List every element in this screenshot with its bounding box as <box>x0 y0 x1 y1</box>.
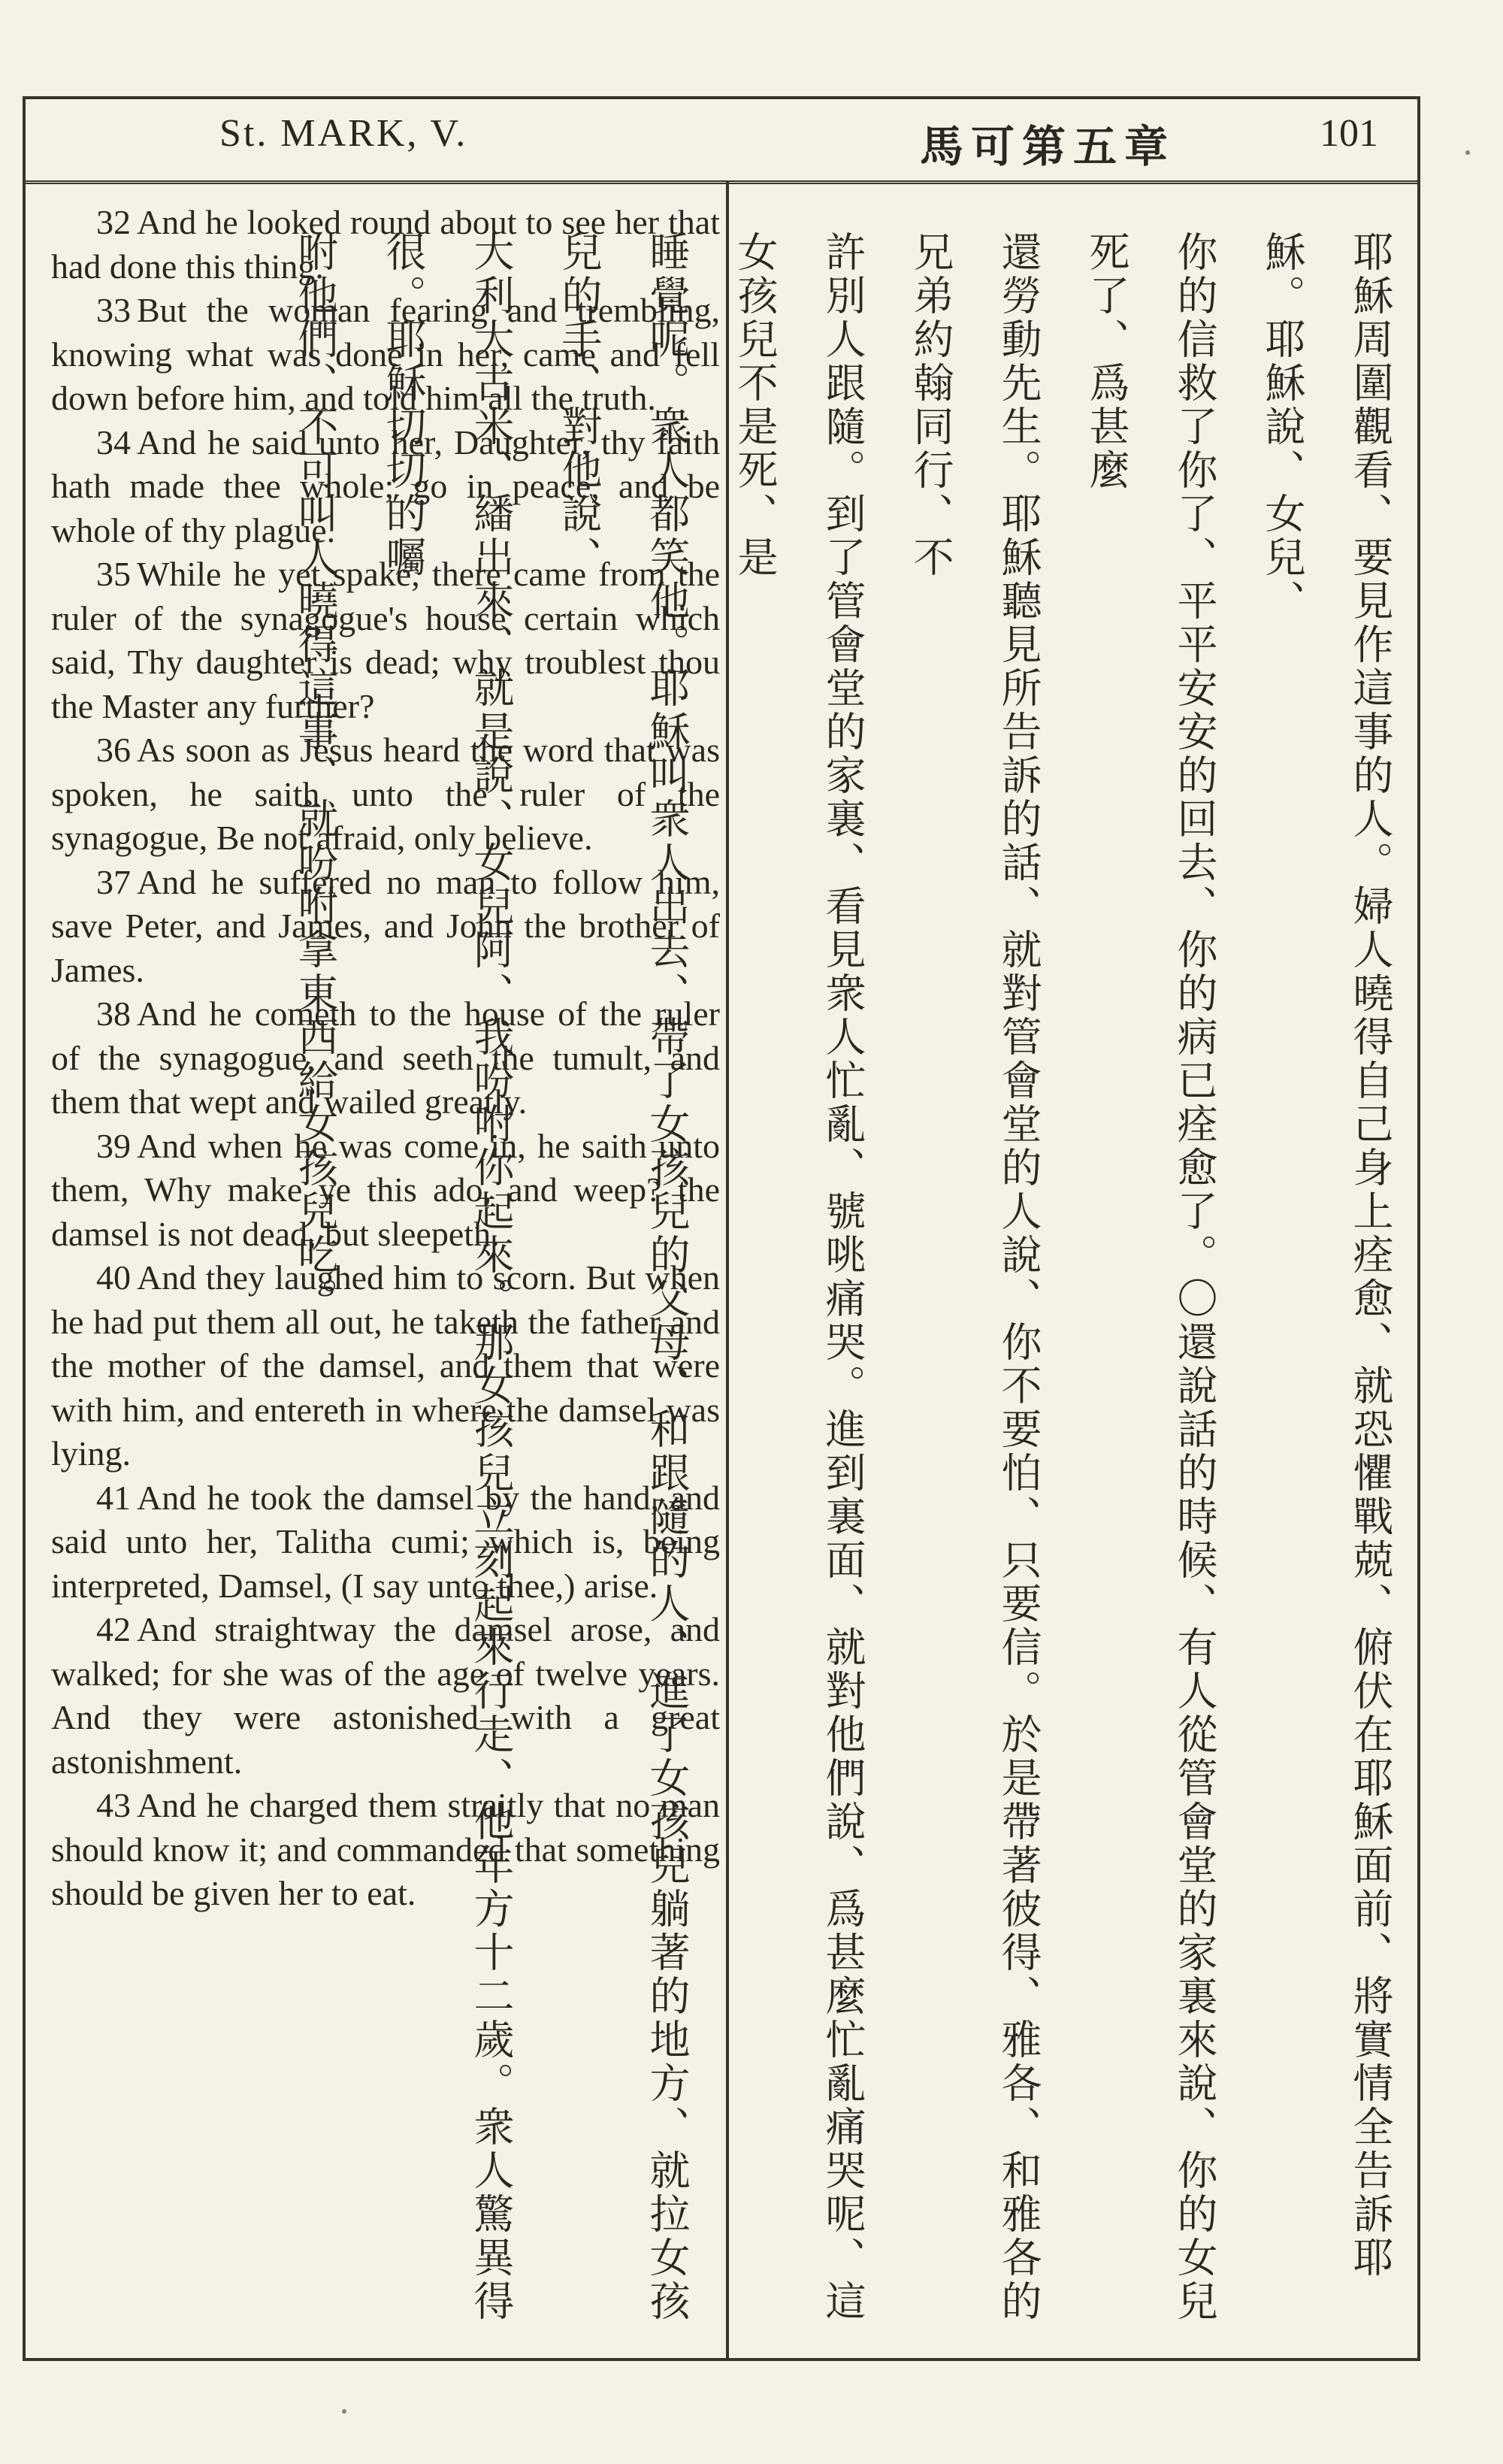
english-title: St. MARK, V. <box>219 112 468 155</box>
chinese-text-column: 還勞動先生。耶穌聽見所告訴的話、就對管會堂的人說、你不要怕、只要信。於是帶著彼得、雅各、和雅各的兄弟約翰同行、不 <box>907 231 1042 2323</box>
verse-text: As soon as Jesus heard the word that was spoken, he saith unto the ruler of the synagogue, Be not afraid, only believe. <box>51 731 720 857</box>
verse-number: 36 <box>96 731 131 769</box>
page-header <box>26 99 1417 184</box>
paper-speck <box>1465 150 1470 155</box>
verse-number: 33 <box>96 291 131 329</box>
verse-number: 42 <box>96 1610 131 1648</box>
verse-number: 43 <box>96 1786 131 1824</box>
verse-text: And he said unto her, Daughter, thy faith hath made thee whole; go in peace, and be whole of thy plague. <box>51 422 720 549</box>
chinese-text-column: 咐他們、不可叫人曉得這事、就吩咐拿東西給女孩兒吃。 <box>292 231 339 1321</box>
verse-text: And they laughed him to scorn. But when he had put them all out, he taketh the father and the mother of the damsel, and them that were with him, and entereth in where the damsel was lying. <box>51 1258 720 1473</box>
verse-text: And straightway the damsel arose, and walked; for she was of the age of twelve years. And they were astonished with a great astonishment. <box>51 1610 720 1781</box>
verse-text: And when he was come in, he saith unto them, Why make ye this ado, and weep? the damsel is not dead, but sleepeth. <box>51 1126 720 1253</box>
verse-text: And he cometh to the house of the ruler of the synagogue, and seeth the tumult, and them that wept and wailed greatly. <box>51 994 720 1121</box>
chinese-text-column: 許別人跟隨。到了管會堂的家裏、看見衆人忙亂、號咷痛哭。進到裏面、就對他們說、爲甚麼忙亂痛哭呢、這女孩兒不是死、是 <box>731 231 866 2323</box>
chinese-text-column: 你的信救了你了、平平安安的回去、你的病已痊愈了。〇還說話的時候、有人從管會堂的家裏來說、你的女兒死了、爲甚麼 <box>1083 231 1218 2323</box>
chinese-text-column: 耶穌周圍觀看、要見作這事的人。婦人曉得自己身上痊愈、就恐懼戰兢、俯伏在耶穌面前、將實情全告訴耶穌。耶穌說、女兒、 <box>1259 231 1394 2280</box>
verse-number: 40 <box>96 1258 131 1297</box>
verse-number: 39 <box>96 1126 131 1165</box>
chinese-title: 馬可第五章 <box>920 121 1176 172</box>
verse-text: And he suffered no man to follow him, save Peter, and James, and John the brother of James. <box>51 862 720 989</box>
verse-number: 34 <box>96 422 131 462</box>
verse-text: And he charged them straitly that no man should know it; and commanded that something should be given her to eat. <box>51 1786 720 1912</box>
verse-text: And he took the damsel by the hand, and said unto her, Talitha cumi; which is, being interpreted, Damsel, (I say unto thee,) arise. <box>51 1478 720 1605</box>
verse-number: 32 <box>96 203 131 241</box>
verse-number: 37 <box>96 862 131 901</box>
verse-number: 41 <box>96 1478 131 1517</box>
verse-number: 38 <box>96 994 131 1033</box>
verse-number: 35 <box>96 555 131 593</box>
page-number: 101 <box>1320 112 1378 155</box>
chinese-text-column: 大利大古米、繙出來、就是說、女兒阿、我吩咐你起來。那女孩兒立刻起來行走、他年方十二歲。衆人驚異得很。耶穌切切的囑 <box>380 231 515 2323</box>
verse-text: While he yet spake, there came from the ruler of the synagogue's house certain which said, Thy daughter is dead; why troublest thou the Master any further? <box>51 555 720 725</box>
page-frame <box>23 96 1420 2361</box>
paper-speck <box>342 2409 346 2414</box>
verse-text: And he looked round about to see her that had done this thing. <box>51 203 720 286</box>
verse-text: But the woman fearing and trembling, knowing what was done in her, came and fell down before him, and told him all the truth. <box>51 291 720 417</box>
chinese-text-column: 睡覺呢。衆人都笑他。耶穌叫衆人出去、帶了女孩兒的父母、和跟隨的人、進了女孩兒躺著的地方、就拉女孩兒的手、對他說、 <box>555 231 691 2323</box>
